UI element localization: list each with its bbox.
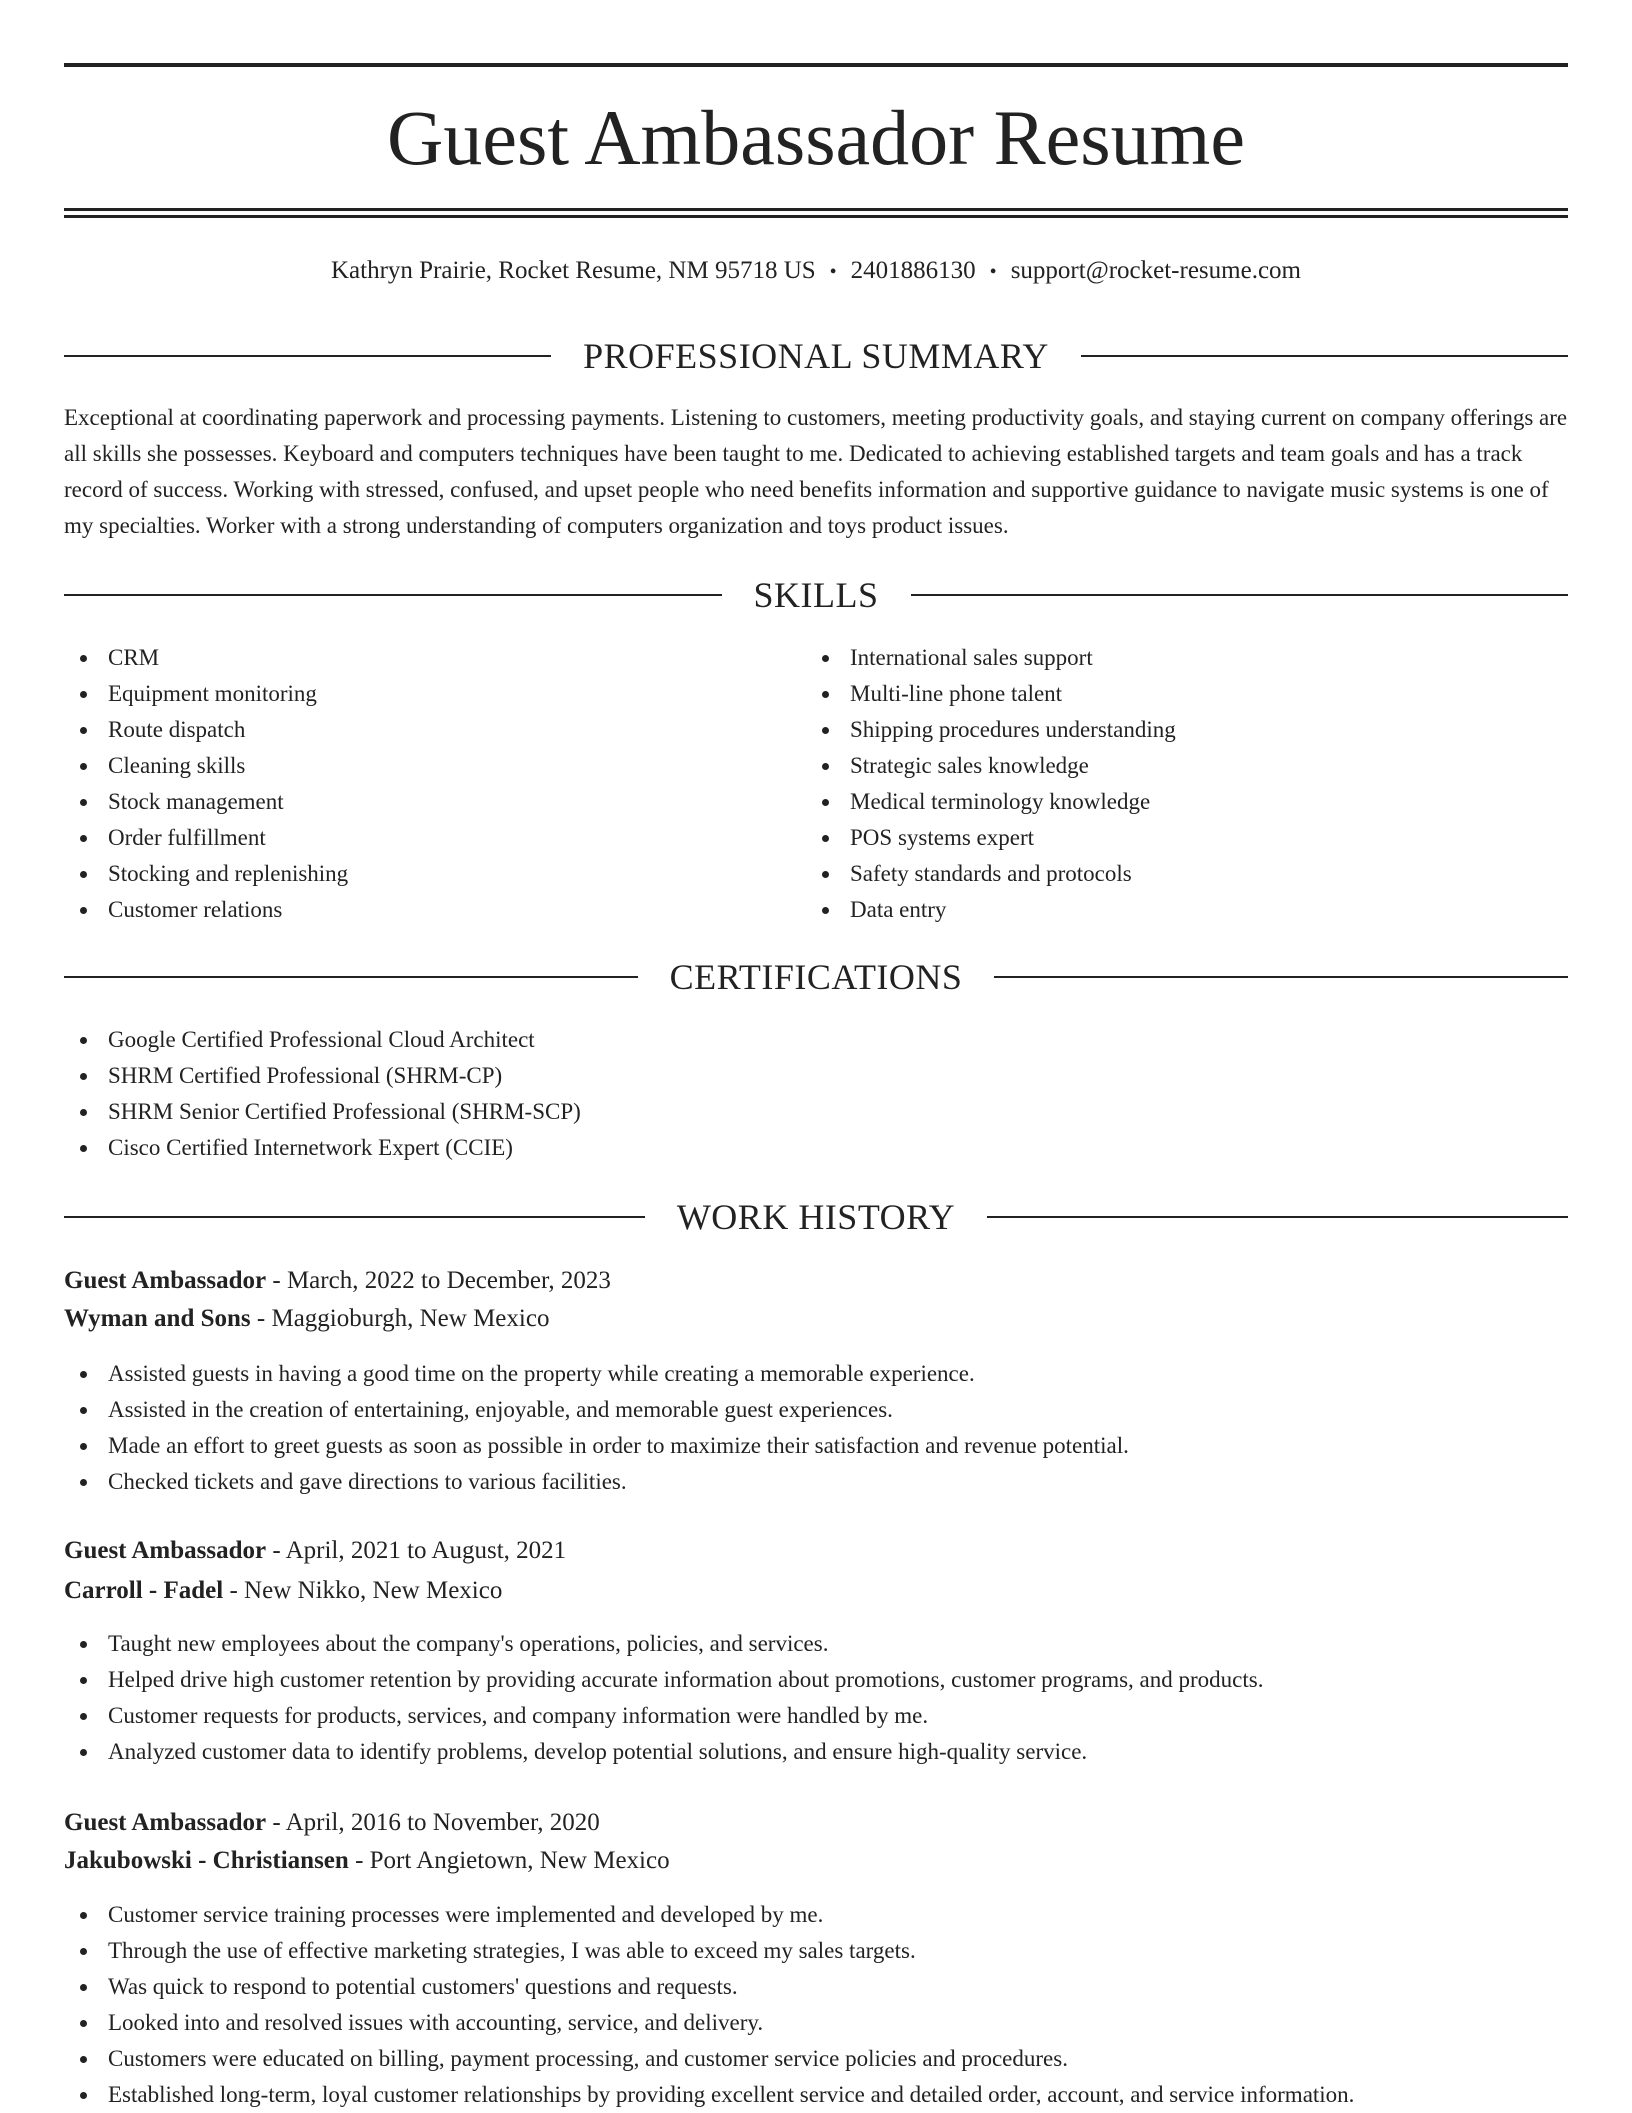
list-item: Customer service training processes were implemented and developed by me.	[64, 1897, 1564, 1933]
section-heading-certifications	[64, 954, 1568, 1000]
section-heading-skills	[64, 572, 1568, 618]
job-bullets	[64, 1897, 1564, 2113]
certifications-list	[64, 1022, 1464, 1166]
section-title-summary: PROFESSIONAL SUMMARY	[583, 336, 1049, 376]
contact-email: support@rocket-resume.com	[1010, 257, 1301, 284]
job-title: Guest Ambassador	[64, 1809, 267, 1836]
job-company: Carroll - Fadel	[64, 1577, 224, 1604]
list-item: Stocking and replenishing	[64, 856, 764, 892]
list-item: Established long-term, loyal customer relationships by providing excellent service and detailed order, account, and service information.	[64, 2077, 1564, 2113]
list-item: Multi-line phone talent	[806, 676, 1506, 712]
job-title: Guest Ambassador	[64, 1267, 267, 1294]
heading-rule	[1081, 355, 1568, 357]
list-item: Through the use of effective marketing strategies, I was able to exceed my sales targets.	[64, 1933, 1564, 1969]
list-item: Was quick to respond to potential customers' questions and requests.	[64, 1969, 1564, 2005]
job-company-line	[64, 1572, 502, 1610]
section-heading-work-history	[64, 1194, 1568, 1240]
job-location: - Port Angietown, New Mexico	[348, 1847, 670, 1874]
list-item: Safety standards and protocols	[806, 856, 1506, 892]
heading-rule	[911, 594, 1569, 596]
list-item: Data entry	[806, 892, 1506, 928]
list-item: Assisted in the creation of entertaining, enjoyable, and memorable guest experiences.	[64, 1392, 1564, 1428]
section-title-work-history: WORK HISTORY	[676, 1197, 956, 1237]
resume-title: Guest Ambassador Resume	[387, 94, 1245, 181]
contact-separator: •	[989, 261, 997, 283]
summary-paragraph: Exceptional at coordinating paperwork and processing payments. Listening to customers, meeting productivity goals, and staying current on company offerings are all skills she possesses. Keyboard and computers techniques have been taught to me. Dedicated to achieving established targets and team goals and has a track record of success. Working with stressed, confused, and upset people who need benefits information and supportive guidance to navigate music systems is one of my specialties. Worker with a strong understanding of computers organization and toys product issues.	[64, 405, 1568, 538]
list-item: Made an effort to greet guests as soon as possible in order to maximize their satisfaction and revenue potential.	[64, 1428, 1564, 1464]
list-item: Customer requests for products, services, and company information were handled by me.	[64, 1698, 1564, 1734]
job-company-line	[64, 1842, 670, 1880]
list-item: Order fulfillment	[64, 820, 764, 856]
contact-line	[64, 254, 1568, 289]
list-item: Medical terminology knowledge	[806, 784, 1506, 820]
contact-separator: •	[829, 261, 837, 283]
list-item: International sales support	[806, 640, 1506, 676]
job-bullets	[64, 1626, 1564, 1770]
section-title-certifications: CERTIFICATIONS	[669, 957, 963, 997]
list-item: Shipping procedures understanding	[806, 712, 1506, 748]
heading-rule	[64, 1216, 645, 1218]
job-dates: - March, 2022 to December, 2023	[266, 1267, 611, 1294]
job-location: - Maggioburgh, New Mexico	[250, 1305, 550, 1332]
list-item: Cleaning skills	[64, 748, 764, 784]
heading-rule	[64, 976, 638, 978]
job-company: Jakubowski - Christiansen	[64, 1847, 349, 1874]
list-item: SHRM Certified Professional (SHRM-CP)	[64, 1058, 1464, 1094]
skills-list-right	[806, 640, 1506, 928]
heading-rule	[994, 976, 1568, 978]
job-title-line	[64, 1532, 566, 1570]
list-item: SHRM Senior Certified Professional (SHRM-SCP)	[64, 1094, 1464, 1130]
section-heading-summary	[64, 333, 1568, 379]
list-item: Looked into and resolved issues with accounting, service, and delivery.	[64, 2005, 1564, 2041]
job-company-line	[64, 1300, 549, 1338]
list-item: Route dispatch	[64, 712, 764, 748]
job-title-line	[64, 1804, 600, 1842]
list-item: Customers were educated on billing, payment processing, and customer service policies and procedures.	[64, 2041, 1564, 2077]
list-item: Customer relations	[64, 892, 764, 928]
list-item: Google Certified Professional Cloud Architect	[64, 1022, 1464, 1058]
title-double-rule	[64, 208, 1568, 218]
list-item: Equipment monitoring	[64, 676, 764, 712]
contact-address: Kathryn Prairie, Rocket Resume, NM 95718 US	[331, 257, 816, 284]
list-item: Analyzed customer data to identify problems, develop potential solutions, and ensure high-quality service.	[64, 1734, 1564, 1770]
list-item: CRM	[64, 640, 764, 676]
list-item: Cisco Certified Internetwork Expert (CCIE)	[64, 1130, 1464, 1166]
contact-phone: 2401886130	[850, 257, 976, 284]
list-item: Helped drive high customer retention by providing accurate information about promotions, customer programs, and products.	[64, 1662, 1564, 1698]
list-item: POS systems expert	[806, 820, 1506, 856]
job-dates: - April, 2016 to November, 2020	[266, 1809, 600, 1836]
list-item: Assisted guests in having a good time on the property while creating a memorable experience.	[64, 1356, 1564, 1392]
job-location: - New Nikko, New Mexico	[223, 1577, 503, 1604]
job-title: Guest Ambassador	[64, 1537, 267, 1564]
list-item: Strategic sales knowledge	[806, 748, 1506, 784]
skills-list-left	[64, 640, 764, 928]
list-item: Stock management	[64, 784, 764, 820]
section-title-skills: SKILLS	[753, 575, 879, 615]
job-bullets	[64, 1356, 1564, 1500]
list-item: Taught new employees about the company's operations, policies, and services.	[64, 1626, 1564, 1662]
heading-rule	[64, 594, 722, 596]
heading-rule	[64, 355, 551, 357]
job-title-line	[64, 1262, 611, 1300]
list-item: Checked tickets and gave directions to various facilities.	[64, 1464, 1564, 1500]
job-dates: - April, 2021 to August, 2021	[266, 1537, 567, 1564]
heading-rule	[987, 1216, 1568, 1218]
top-rule	[64, 63, 1568, 67]
job-company: Wyman and Sons	[64, 1305, 251, 1332]
